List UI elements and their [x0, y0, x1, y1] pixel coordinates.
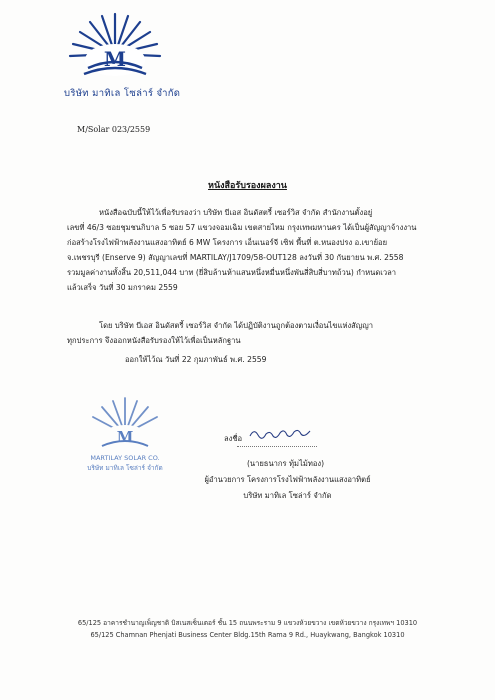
stamp-text-en: MARTILAY SOLAR CO.	[90, 454, 160, 462]
issued-date: ออกให้ไว้ณ วันที่ 22 กุมภาพันธ์ พ.ศ. 2559	[125, 355, 267, 364]
handwritten-signature	[246, 422, 316, 444]
company-name-thai: บริษัท มาทิเล โซล่าร์ จำกัด	[64, 88, 181, 99]
paragraph-line: เลขที่ 46/3 ซอยชุมชนกิบาล 5 ซอย 57 แขวงจอมเฉิม เขตสายไหม กรุงเทพมหานคร ได้เป็นผู้สัญญาจ้างงาน	[67, 223, 417, 232]
document-title: หนังสือรับรองผลงาน	[208, 181, 287, 191]
company-logo	[60, 8, 170, 90]
paragraph-line: ก่อสร้างโรงไฟฟ้าพลังงานแสงอาทิตย์ 6 MW โครงการ เอ็นเนอร์จี เซิฟ พื้นที่ ต.หนองปรง อ.เขาย้อย	[67, 238, 388, 247]
paragraph-2	[67, 318, 442, 348]
paragraph-line: แล้วเสร็จ วันที่ 30 มกราคม 2559	[67, 283, 178, 292]
stamp-letter: M	[116, 428, 134, 446]
signer-company: บริษัท มาทิเล โซล่าร์ จำกัด	[243, 491, 332, 500]
paragraph-1	[67, 205, 442, 295]
paragraph-line: รวมมูลค่างานทั้งสิ้น 20,511,044 บาท (ยี่สิบล้านห้าแสนหนึ่งหมื่นหนึ่งพันสี่สิบสี่บาทถ้วน) กำหนดเวลา	[67, 268, 397, 277]
signer-role: ผู้อำนวยการ โครงการโรงไฟฟ้าพลังงานแสงอาทิตย์	[204, 475, 371, 484]
signer-name: (นายธนากร ทุ้มไม้ทอง)	[246, 459, 325, 468]
paragraph-line: โดย บริษัท บีเอส อินดัสตรี้ เซอร์วิส จำกัด ได้ปฏิบัติงานถูกต้องตามเงื่อนไขแห่งสัญญา	[99, 321, 374, 330]
paragraph-line: หนังสือฉบับนี้ให้ไว้เพื่อรับรองว่า บริษัท บีเอส อินดัสตรี้ เซอร์วิส จำกัด สำนักงานตั้งอยู่	[99, 208, 373, 217]
paragraph-line: ทุกประการ จึงออกหนังสือรับรองให้ไว้เพื่อเป็นหลักฐาน	[67, 336, 241, 345]
footer-address-thai: 65/125 อาคารชำนาญเพ็ญชาติ บิสเนสเซ็นเตอร์ ชั้น 15 ถนนพระราม 9 แขวงห้วยขวาง เขตห้วยขวาง กรุงเทพฯ 10310	[77, 619, 418, 627]
paragraph-line: จ.เพชรบุรี (Enserve 9) สัญญาเลขที่ MARTILAY/J1709/58-OUT128 ลงวันที่ 30 กันยายน พ.ศ. 2558	[67, 253, 404, 262]
signature-line	[237, 446, 317, 447]
signature-label: ลงชื่อ	[224, 434, 243, 443]
reference-number: M/Solar 023/2559	[77, 125, 151, 134]
stamp-text-th: บริษัท มาทิเล โซล่าร์ จำกัด	[87, 464, 163, 472]
footer-address-english: 65/125 Chamnan Phenjati Business Center Bldg.15th Rama 9 Rd., Huaykwang, Bangkok 10310	[90, 631, 405, 639]
logo-letter: M	[103, 47, 127, 71]
